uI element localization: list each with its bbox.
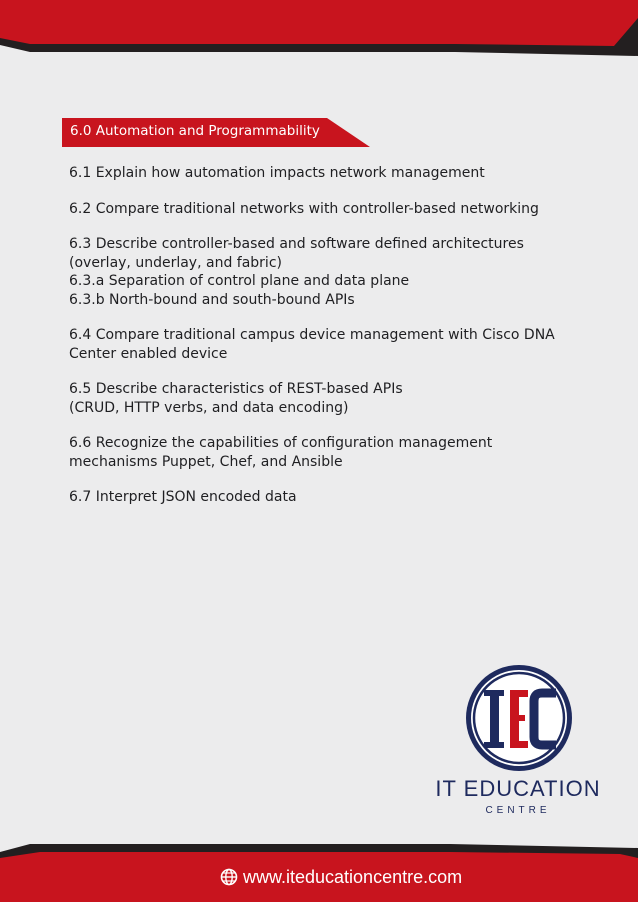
iec-logo — [410, 663, 620, 823]
topic-line: (CRUD, HTTP verbs, and data encoding) — [69, 399, 349, 416]
globe-icon — [220, 868, 238, 886]
section-title: 6.0 Automation and Programmability — [70, 123, 320, 139]
topic-line: mechanisms Puppet, Chef, and Ansible — [69, 453, 343, 470]
topic-line: 6.3.b North-bound and south-bound APIs — [69, 291, 355, 308]
website-link[interactable]: www.iteducationcentre.com — [243, 866, 463, 887]
topic-6-3 — [69, 235, 609, 309]
topic-line: 6.6 Recognize the capabilities of configuration management — [69, 435, 493, 451]
topic-6-7 — [69, 488, 609, 507]
topic-line: 6.2 Compare traditional networks with controller-based networking — [69, 200, 539, 217]
topic-6-6 — [69, 434, 609, 471]
topic-line: 6.5 Describe characteristics of REST-based APIs — [69, 381, 403, 397]
topic-line: 6.3.a Separation of control plane and data plane — [69, 273, 410, 289]
header-band — [0, 0, 638, 62]
topic-line: 6.4 Compare traditional campus device management with Cisco DNA — [69, 327, 555, 343]
topic-list — [69, 164, 609, 524]
topic-line: Center enabled device — [69, 345, 228, 362]
topic-6-1 — [69, 164, 609, 183]
logo-subtitle: CENTRE — [485, 805, 551, 816]
topic-line: 6.3 Describe controller-based and software defined architectures — [69, 236, 524, 252]
topic-line: 6.1 Explain how automation impacts network management — [69, 165, 485, 181]
topic-6-4 — [69, 326, 609, 363]
logo-name: IT EDUCATION — [435, 776, 601, 801]
topic-6-5 — [69, 380, 609, 417]
topic-line: (overlay, underlay, and fabric) — [69, 254, 282, 271]
footer-website[interactable] — [220, 866, 462, 888]
topic-line: 6.7 Interpret JSON encoded data — [69, 489, 297, 505]
iec-monogram-icon — [410, 663, 620, 773]
topic-6-2 — [69, 200, 609, 219]
section-banner — [62, 118, 372, 147]
